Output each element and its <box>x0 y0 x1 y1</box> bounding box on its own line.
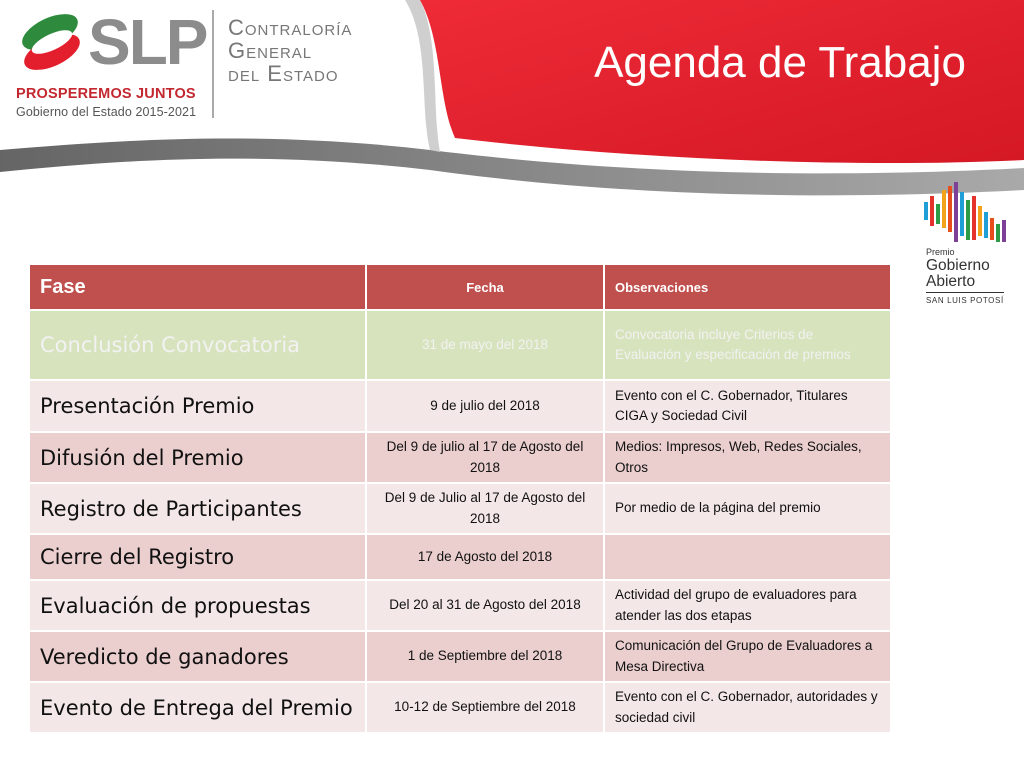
cell-observaciones: Actividad del grupo de evaluadores para atender las dos etapas <box>604 580 891 631</box>
cell-observaciones: Convocatoria incluye Criterios de Evaluación y especificación de premios <box>604 310 891 380</box>
cell-fase: Difusión del Premio <box>29 432 366 483</box>
table-row <box>29 432 891 483</box>
table-row <box>29 310 891 380</box>
cell-fase: Evento de Entrega del Premio <box>29 682 366 733</box>
slp-logo <box>10 6 210 124</box>
cell-fecha: 31 de mayo del 2018 <box>366 310 604 380</box>
award-name <box>926 258 990 289</box>
cell-observaciones: Evento con el C. Gobernador, autoridades y sociedad civil <box>604 682 891 733</box>
award-name-line2: Abierto <box>926 272 976 290</box>
cell-observaciones: Por medio de la página del premio <box>604 483 891 534</box>
cell-observaciones: Comunicación del Grupo de Evaluadores a Mesa Directiva <box>604 631 891 682</box>
header-observaciones: Observaciones <box>604 264 891 310</box>
table-row <box>29 534 891 580</box>
contraloria-line2: General <box>228 38 313 64</box>
page-title: Agenda de Trabajo <box>594 38 966 87</box>
logo-divider <box>212 10 214 118</box>
award-name-line1: Gobierno <box>926 257 990 274</box>
cell-fase: Cierre del Registro <box>29 534 366 580</box>
header-fase: Fase <box>29 264 366 310</box>
table-row <box>29 580 891 631</box>
table-header-row <box>29 264 891 310</box>
cell-fecha: 1 de Septiembre del 2018 <box>366 631 604 682</box>
contraloria-logo <box>228 16 352 85</box>
cell-fecha: Del 20 al 31 de Agosto del 2018 <box>366 580 604 631</box>
cell-observaciones: Evento con el C. Gobernador, Titulares CIGA y Sociedad Civil <box>604 380 891 432</box>
award-divider <box>926 292 1004 293</box>
cell-fase: Conclusión Convocatoria <box>29 310 366 380</box>
cell-fecha: Del 9 de Julio al 17 de Agosto del 2018 <box>366 483 604 534</box>
agenda-table <box>28 263 892 734</box>
slp-tagline: PROSPEREMOS JUNTOS <box>16 86 196 102</box>
cell-fase: Evaluación de propuestas <box>29 580 366 631</box>
table-row <box>29 483 891 534</box>
cell-fase: Veredicto de ganadores <box>29 631 366 682</box>
contraloria-line3: del Estado <box>228 61 339 87</box>
cell-fase: Registro de Participantes <box>29 483 366 534</box>
cell-fecha: 10-12 de Septiembre del 2018 <box>366 682 604 733</box>
table-row <box>29 682 891 733</box>
award-city: SAN LUIS POTOSÍ <box>926 296 1004 305</box>
contraloria-line1: Contraloría <box>228 15 353 40</box>
header-fecha: Fecha <box>366 264 604 310</box>
award-premio-label: Premio <box>926 247 955 257</box>
table-row <box>29 380 891 432</box>
cell-observaciones <box>604 534 891 580</box>
award-bars-icon <box>920 180 1016 246</box>
award-logo <box>920 180 1016 310</box>
cell-fecha: 17 de Agosto del 2018 <box>366 534 604 580</box>
cell-fecha: Del 9 de julio al 17 de Agosto del 2018 <box>366 432 604 483</box>
cell-observaciones: Medios: Impresos, Web, Redes Sociales, Otros <box>604 432 891 483</box>
slp-wordmark: SLP <box>88 6 207 78</box>
table-row <box>29 631 891 682</box>
cell-fecha: 9 de julio del 2018 <box>366 380 604 432</box>
cell-fase: Presentación Premio <box>29 380 366 432</box>
slp-subtitle: Gobierno del Estado 2015-2021 <box>16 105 197 119</box>
